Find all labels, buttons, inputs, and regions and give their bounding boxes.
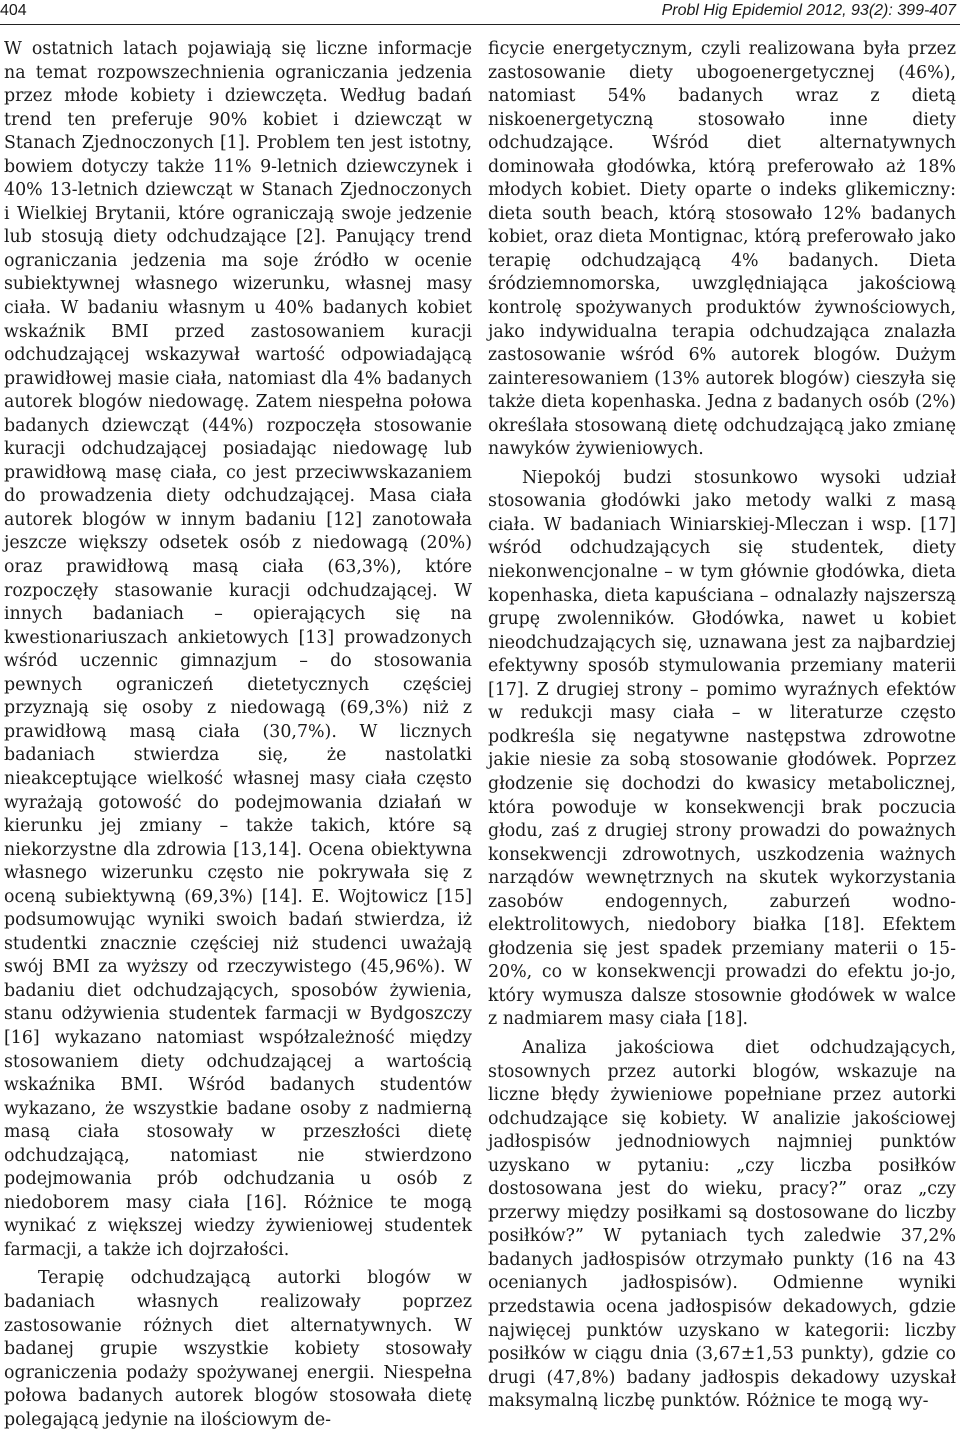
right-column [488, 38, 956, 1414]
body-paragraph: W ostatnich latach pojawiają się liczne informacje na temat rozpowszechnienia ograniczania jedzenia przez młode kobiety i dziewczęta. Według badań trend ten preferuje 90% kobiet i dziewcząt w Stanach Zjednoczonych [1]. Problem ten jest istotny, bowiem dotyczy także 11% 9-letnich dziewczynek i 40% 13-letnich dziewcząt w Stanach Zjednoczonych i Wielkiej Brytanii, które ograniczają swoje jedzenie lub stosują diety odchudzające [2]. Panujący trend ograniczania jedzenia ma soje źródło w ocenie subiektywnej własnego wizerunku, własnej masy ciała. W badaniu własnym u 40% badanych kobiet wskaźnik BMI przed zastosowaniem kuracji odchudzającej wskazywał wartość odpowiadającą prawidłowej masie ciała, natomiast dla 4% badanych autorek blogów niedowagę. Zatem niespełna połowa badanych dziewcząt (44%) rozpoczęła stosowanie kuracji odchudzającej posiadając niedowagę lub prawidłową masę ciała, co jest przeciwwskazaniem do prowadzenia diety odchudzającej. Masa ciała autorek blogów w innym badaniu [12] zanotowała jeszcze większy odsetek osób z niedowagą (20%) oraz prawidłową masą ciała (63,3%), które rozpoczęły stasowanie kuracji odchudzającej. W innych badaniach – opierających się na kwestionariuszach ankietowych [13] prowadzonych wśród uczennic gimnazjum – do stosowania pewnych ograniczeń dietetycznych częściej przyznają się osoby z niedowagą (69,3%) niż z prawidłową masą ciała (30,7%). W licznych badaniach stwierdza się, że nastolatki nieakceptujące wielkość własnej masy ciała często wyrażają gotowość do podejmowania działań w kierunku jej zmiany – także takich, które są niekorzystne dla zdrowia [13,14]. Ocena obiektywna własnego wizerunku często nie pokrywała się z oceną subiektywną (69,3%) [14]. E. Wojtowicz [15] podsumowując wyniki swoich badań stwierdza, iż studentki znacznie częściej niż studenci uważają swój BMI za wyższy od rzeczywistego (45,96%). W badaniu diet odchudzających, sposobów żywienia, stanu odżywienia studentek farmacji w Bydgoszczy [16] wykazano natomiast współzależność między stosowaniem diety odchudzającej a wartością wskaźnika BMI. Wśród badanych studentów wykazano, że wszystkie badane osoby z nadmierną masą ciała stosowały w przeszłości dietę odchudzającą, natomiast nie stwierdzono podejmowania prób odchudzania u osób z niedoborem masy ciała [16]. Różnice te mogą wynikać z większej wiedzy żywieniowej studentek farmacji, a także ich dojrzałości. [4, 39, 472, 1260]
running-header [0, 0, 960, 25]
body-paragraph: Analiza jakościowa diet odchudzających, stosownych przez autorki blogów, wskazuje na liczne błędy żywieniowe popełniane przez autorki odchudzające się kobiety. W analizie jakościowej jadłospisów jednodniowych najmniej punktów uzyskano w pytaniu: „czy liczba posiłków dostosowana jest do wieku, pracy?” oraz „czy przerwy między posiłkami są dostosowane do liczby posiłków?” W pytaniach tych zaledwie 37,2% badanych jadłospisów otrzymało punkty (16 na 43 ocenianych jadłospisów). Odmienne wyniki przedstawia ocena jadłospisów dekadowych, gdzie najwięcej punktów uzyskano w kategorii: liczby posiłków w ciągu dnia (3,67±1,53 punkty), gdzie co drugi (47,8%) badany jadłospis dekadowy uzyskał maksymalną liczbę punktów. Różnice te mogą wy- [488, 1037, 956, 1412]
body-paragraph: ficycie energetycznym, czyli realizowana była przez zastosowanie diety ubogoenergetycznej (46%), natomiast 54% badanych wraz z dietą niskoenergetyczną stosowało inne diety odchudzające. Wśród diet alternatywnych dominowała głodówka, którą preferowało aż 18% młodych kobiet. Diety oparte o indeks glikemiczny: dieta south beach, którą stosowało 12% badanych kobiet, oraz dieta Montignac, którą preferowało jako terapię odchudzającą 4% badanych. Dieta śródziemnomorska, uwzględniająca jakościową kontrolę spożywanych produktów żywnościowych, jako indywidualna terapia odchudzająca znalazła zastosowanie wśród 6% autorek blogów. Dużym zainteresowaniem (13% autorek blogów) cieszyła się także dieta kopenhaska. Jedna z badanych osób (2%) określała stosowaną dietę odchudzającą jako zmianę nawyków żywieniowych. [488, 39, 956, 460]
body-paragraph: Terapię odchudzającą autorki blogów w badaniach własnych realizowały poprzez zastosowanie różnych diet alternatywnych. W badanej grupie wszystkie kobiety stosowały ograniczenia podaży spożywanej energii. Niespełna połowa badanych autorek blogów stosowała dietę polegającą jedynie na ilościowym de- [4, 1268, 472, 1430]
body-paragraph: Niepokój budzi stosunkowo wysoki udział stosowania głodówki jako metody walki z masą ciała. W badaniach Winiarskiej-Mleczan i wsp. [17] wśród odchudzających się studentek, diety niekonwencjonalne – w tym głównie głodówka, dieta kopenhaska, dieta kapuściana – odnalazły najszerszą grupę zwolenników. Głodówka, nawet u kobiet nieodchudzających się, uznawana jest za najbardziej efektywny sposób stymulowania przemiany materii [17]. Z drugiej strony – pomimo wyraźnych efektów w redukcji masy ciała – w literaturze często podkreśla się negatywne następstwa zdrowotne jakie niesie za sobą stosowanie głodówek. Poprzez głodzenie się dochodzi do kwasicy metabolicznej, która powoduje w konsekwencji brak poczucia głodu, zaś z drugiej strony prowadzi do poważnych konsekwencji zdrowotnych, uszkodzenia ważnych narządów wewnętrznych na skutek wykorzystania zasobów endogennych, zaburzeń wodno-elektrolitowych, niedobory białka [18]. Efektem głodzenia się jest spadek przemiany materii o 15-20%, co w konsekwencji prowadzi do efektu jo-jo, który wymusza dalsze stosownie głodówek w walce z nadmiarem masy ciała [18]. [488, 467, 956, 1030]
page-number: 404 [0, 2, 27, 19]
left-column [4, 38, 472, 1432]
journal-reference: Probl Hig Epidemiol 2012, 93(2): 399-407 [661, 2, 956, 19]
